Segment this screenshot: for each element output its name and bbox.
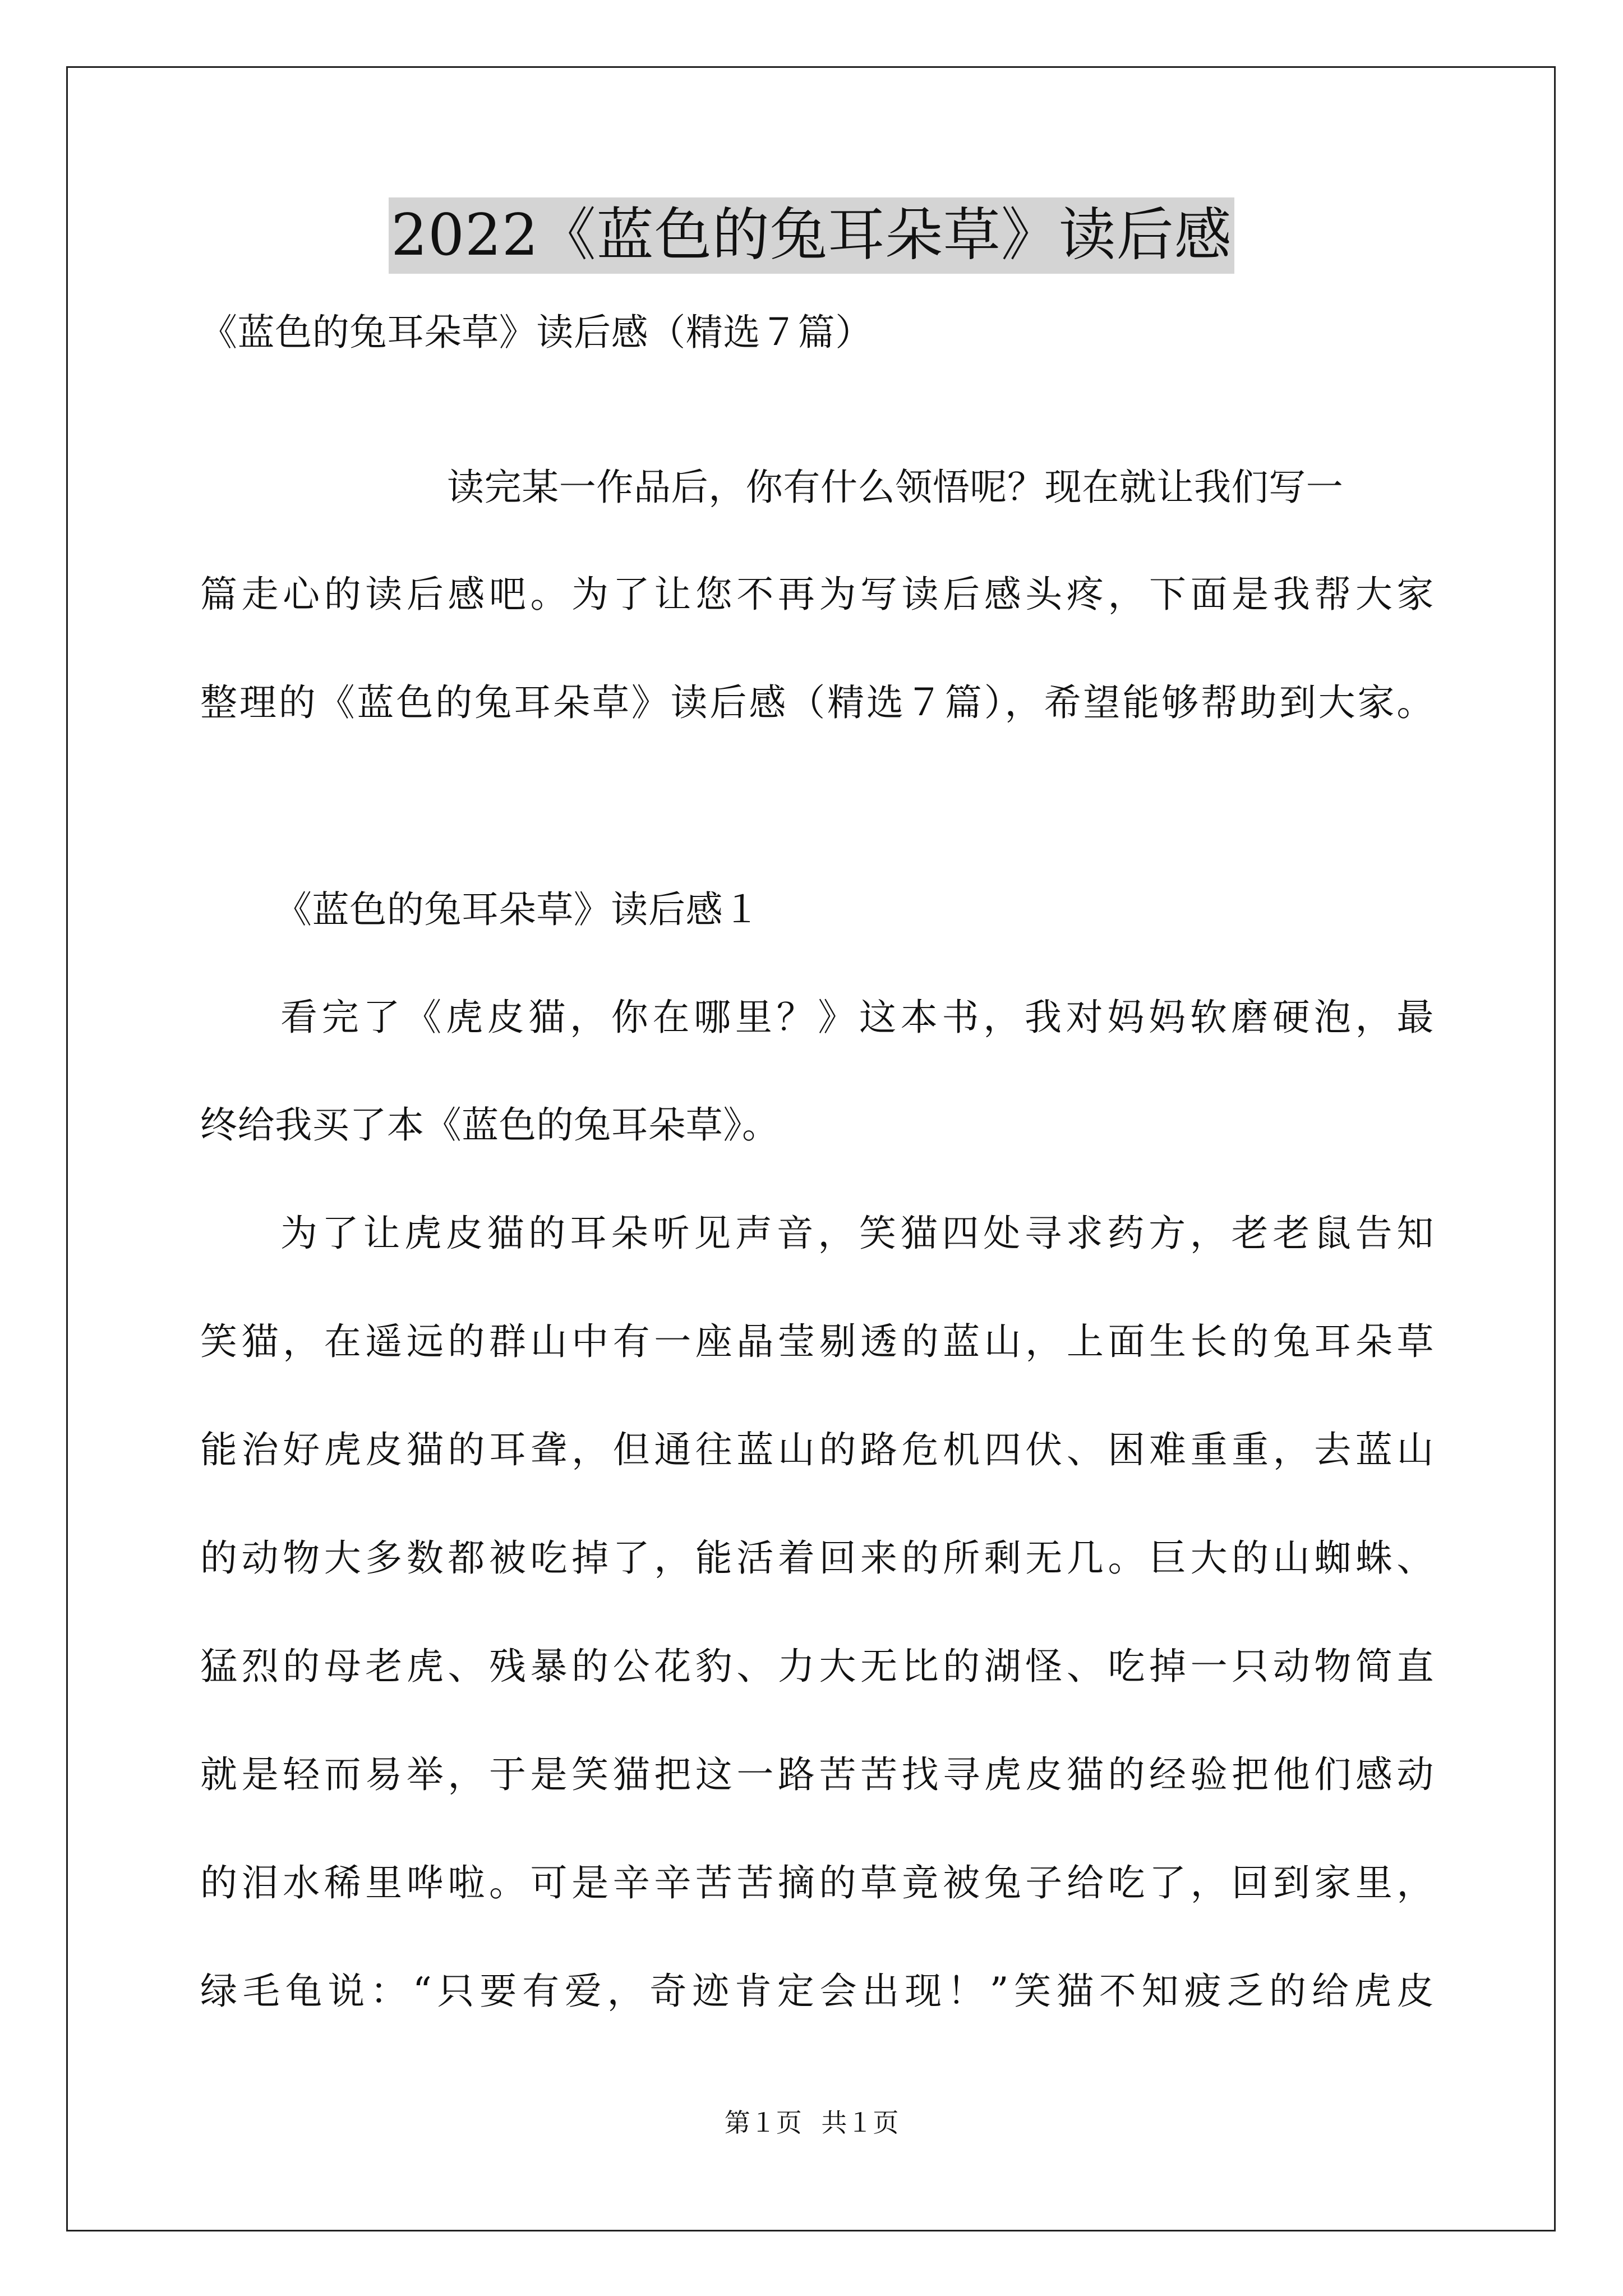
body-line: 猛烈的母老虎、残暴的公花豹、力大无比的湖怪、吃掉一只动物简直 bbox=[200, 1645, 1434, 1688]
body-line: 的动物大多数都被吃掉了，能活着回来的所剩无几。巨大的山蜘蛛、 bbox=[200, 1536, 1434, 1580]
page-footer bbox=[0, 2106, 1623, 2139]
intro-line: 篇走心的读后感吧。为了让您不再为写读后感头疼，下面是我帮大家 bbox=[200, 573, 1434, 616]
body-line: 笑猫，在遥远的群山中有一座晶莹剔透的蓝山，上面生长的兔耳朵草 bbox=[200, 1320, 1434, 1363]
body-line: 能治好虎皮猫的耳聋，但通往蓝山的路危机四伏、困难重重，去蓝山 bbox=[200, 1428, 1434, 1471]
document-title: 2022《蓝色的兔耳朵草》读后感 bbox=[389, 197, 1234, 274]
page-number: 第１页 bbox=[724, 2108, 802, 2138]
intro-line: 读完某一作品后，你有什么领悟呢？现在就让我们写一 bbox=[447, 466, 1344, 509]
body-line: 绿毛龟说：“只要有爱，奇迹肯定会出现！”笑猫不知疲乏的给虎皮 bbox=[200, 1970, 1434, 2013]
subtitle: 《蓝色的兔耳朵草》读后感（精选７篇） bbox=[200, 311, 873, 354]
title-block bbox=[0, 197, 1623, 274]
body-line: 的泪水稀里哗啦。可是辛辛苦苦摘的草竟被兔子给吃了，回到家里， bbox=[200, 1861, 1434, 1904]
body-line: 终给我买了本《蓝色的兔耳朵草》。 bbox=[200, 1103, 780, 1147]
body-line: 看完了《虎皮猫，你在哪里？》这本书，我对妈妈软磨硬泡，最 bbox=[280, 996, 1434, 1039]
body-line: 就是轻而易举，于是笑猫把这一路苦苦找寻虎皮猫的经验把他们感动 bbox=[200, 1753, 1434, 1796]
section-heading: 《蓝色的兔耳朵草》读后感１ bbox=[275, 888, 760, 931]
page-total: 共１页 bbox=[821, 2108, 899, 2138]
body-line: 为了让虎皮猫的耳朵听见声音，笑猫四处寻求药方，老老鼠告知 bbox=[280, 1212, 1434, 1255]
intro-line: 整理的《蓝色的兔耳朵草》读后感（精选７篇），希望能够帮助到大家。 bbox=[200, 681, 1434, 724]
